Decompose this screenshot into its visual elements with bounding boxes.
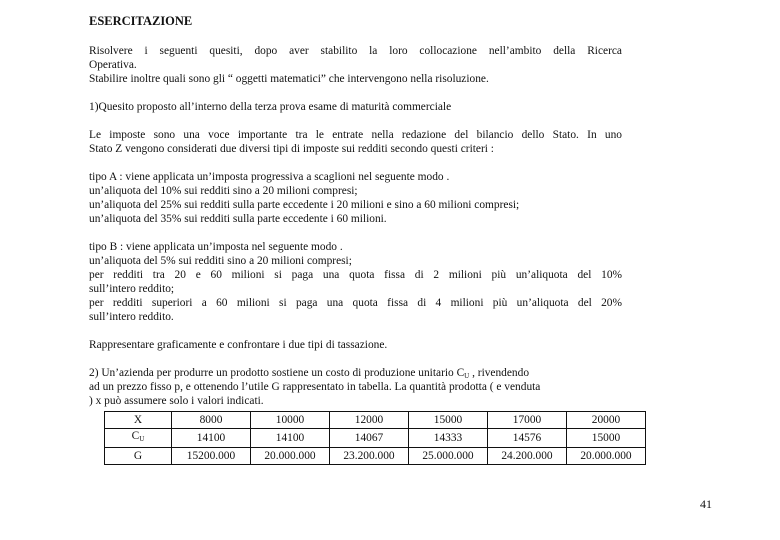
q2-line-1-text: 2) Un’azienda per produrre un prodotto sostiene un costo di produzione unitario C xyxy=(89,367,465,379)
row-label-text: G xyxy=(133,449,143,462)
q1-paragraph-line-2: Stato Z vengono considerati due diversi tipi di imposte sui redditi secondo questi criteri : xyxy=(89,143,494,155)
data-table xyxy=(104,411,646,465)
q2-line-1-end: , rivendendo xyxy=(469,367,530,379)
table-cell: 20.000.000 xyxy=(567,448,646,465)
tipo-b-rate-2-cont: sull’intero reddito; xyxy=(89,283,175,295)
table-cell: 20.000.000 xyxy=(251,448,330,465)
question-2-line-3: ) x può assumere solo i valori indicati. xyxy=(89,395,264,407)
tipo-b-rate-1: un’aliquota del 5% sui redditi sino a 20 milioni compresi; xyxy=(89,255,352,267)
table-cell: 14100 xyxy=(251,429,330,448)
table-cell: 8000 xyxy=(172,412,251,429)
tipo-b-rate-3: per redditi superiori a 60 milioni si paga una quota fissa di 4 milioni più un’aliquota del 20% xyxy=(89,297,622,309)
row-label-text: X xyxy=(133,413,143,426)
tipo-b-rate-2: per redditi tra 20 e 60 milioni si paga una quota fissa di 2 milioni più un’aliquota del 10% xyxy=(89,269,622,281)
cu-subscript: U xyxy=(464,372,470,380)
table-cell: 20000 xyxy=(567,412,646,429)
tipo-a-rate-2: un’aliquota del 25% sui redditi sulla parte eccedente i 20 milioni e sino a 60 milioni compresi; xyxy=(89,199,520,211)
table-row xyxy=(105,429,646,448)
table-cell: 25.000.000 xyxy=(409,448,488,465)
table-row xyxy=(105,412,646,429)
table-cell: 23.200.000 xyxy=(330,448,409,465)
table-cell: 15200.000 xyxy=(172,448,251,465)
q1-paragraph-line-1: Le imposte sono una voce importante tra le entrate nella redazione del bilancio dello Stato. In uno xyxy=(89,129,622,141)
q1-final-instruction: Rappresentare graficamente e confrontare i due tipi di tassazione. xyxy=(89,339,388,351)
tipo-a-rate-1: un’aliquota del 10% sui redditi sino a 20 milioni compresi; xyxy=(89,185,358,197)
table-cell: 10000 xyxy=(251,412,330,429)
table-cell: 15000 xyxy=(567,429,646,448)
tipo-b-rate-3-cont: sull’intero reddito. xyxy=(89,311,174,323)
row-label xyxy=(105,412,172,429)
data-table-body xyxy=(105,412,646,465)
intro-line-1: Risolvere i seguenti quesiti, dopo aver stabilito la loro collocazione nell’ambito della Ricerca xyxy=(89,45,622,57)
table-cell: 14333 xyxy=(409,429,488,448)
page-number: 41 xyxy=(700,497,712,511)
table-cell: 14067 xyxy=(330,429,409,448)
row-label xyxy=(105,429,172,448)
table-row xyxy=(105,448,646,465)
intro-line-2: Operativa. xyxy=(89,59,137,71)
tipo-a-intro: tipo A : viene applicata un’imposta progressiva a scaglioni nel seguente modo . xyxy=(89,171,450,183)
table-cell: 17000 xyxy=(488,412,567,429)
row-label-subscript: U xyxy=(139,435,145,443)
table-cell: 14100 xyxy=(172,429,251,448)
table-cell: 14576 xyxy=(488,429,567,448)
row-label-text: C xyxy=(131,430,140,442)
tipo-b-intro: tipo B : viene applicata un’imposta nel seguente modo . xyxy=(89,241,343,253)
question-1-heading: 1)Quesito proposto all’interno della terza prova esame di maturità commerciale xyxy=(89,101,452,113)
table-cell: 24.200.000 xyxy=(488,448,567,465)
tipo-a-rate-3: un’aliquota del 35% sui redditi sulla parte eccedente i 60 milioni. xyxy=(89,213,387,225)
question-2-line-2: ad un prezzo fisso p, e ottenendo l’utile G rappresentato in tabella. La quantità prodotta ( e venduta xyxy=(89,381,541,393)
page-title: ESERCITAZIONE xyxy=(89,14,193,28)
intro-line-3: Stabilire inoltre quali sono gli “ oggetti matematici” che intervengono nella risoluzione. xyxy=(89,73,489,85)
table-cell: 15000 xyxy=(409,412,488,429)
table-cell: 12000 xyxy=(330,412,409,429)
row-label xyxy=(105,448,172,465)
